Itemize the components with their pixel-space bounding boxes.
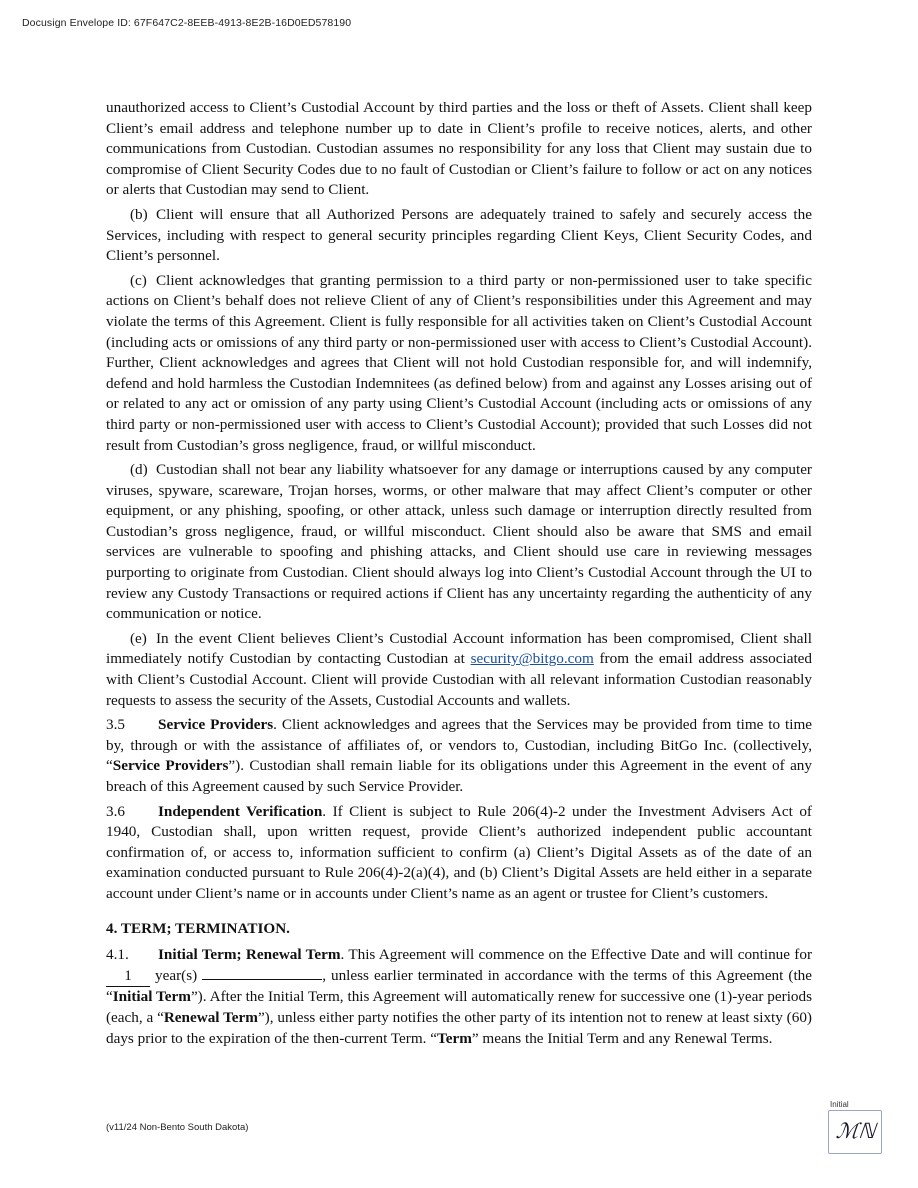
- renewal-term-defined-term: Renewal Term: [163, 1008, 258, 1026]
- paragraph-e: [106, 629, 812, 711]
- section-3-6-text: . If Client is subject to Rule 206(4)-2 under the Investment Advisers Act of 1940, Custodian shall, upon written request, provide Client’s authorized independent public accountant confirmation of, or access to, information sufficient to confirm (a) Client’s Digital Assets as of the date of an examination conducted pursuant to Rule 206(4)-2(a)(4), and (b) Client’s Digital Assets are held either in a separate account under Client’s name or in accounts under Client’s name as an agent or trustee for Client’s customers.: [106, 802, 812, 902]
- section-4-heading: 4. TERM; TERMINATION.: [106, 919, 290, 937]
- page-footer: (v11/24 Non-Bento South Dakota): [106, 1122, 249, 1133]
- section-3-5-number: 3.5: [106, 716, 125, 734]
- paragraph-continued: unauthorized access to Client’s Custodial Account by third parties and the loss or theft of Assets. Client shall keep Client’s email address and telephone number up to date in Client’s profile to receive notices, alerts, and other communications from Custodian. Custodian assumes no responsibility for any loss that Client may sustain due to compromise of Client Security Codes due to no fault of Custodian or Client’s failure to follow or act on any notices or alerts that Custodian may send to Client.: [106, 99, 812, 199]
- section-4-1-text-4: ”), unless either party notifies the other party of its intention not to renew at least sixty (60) days prior to the expiration of the then-current Term. “: [106, 1008, 812, 1047]
- section-3-5: [106, 715, 812, 797]
- initial-stamp-signature: ℳℕ: [834, 1119, 877, 1143]
- section-4-1-years-label: year(s): [150, 966, 203, 984]
- initial-term-defined-term: Initial Term: [112, 988, 191, 1006]
- docusign-envelope-id: Docusign Envelope ID: 67F647C2-8EEB-4913-8E2B-16D0ED578190: [22, 17, 352, 29]
- section-4-1-text-3: ”). After the Initial Term, this Agreement will automatically renew for successive one (1)-year periods (each, a “: [106, 988, 813, 1026]
- paragraph-c-label: (c): [130, 271, 147, 289]
- paragraph-d-label: (d): [130, 461, 148, 479]
- paragraph-e-text-2: from the email address associated with Client’s Custodial Account. Client will provide Custodian with all relevant information Custodian reasonably requests to assess the security of the Assets, Custodial Accounts and wallets.: [106, 650, 812, 709]
- section-4-1: [106, 945, 812, 1049]
- section-4-1-text-5: ” means the Initial Term and any Renewal Terms.: [471, 1029, 773, 1047]
- paragraph-e-label: (e): [130, 629, 147, 647]
- paragraph-d: [106, 460, 812, 625]
- paragraph-d-text: Custodian shall not bear any liability whatsoever for any damage or interruptions caused by any computer viruses, spyware, scareware, Trojan horses, worms, or other malware that may affect Client’s computer or other equipment, or any phishing, spoofing, or other attack, unless such damage or interruption directly resulted from Custodian’s gross negligence, fraud, or willful misconduct. Client should also be aware that SMS and email services are vulnerable to spoofing and phishing attacks, and Client should use care in reviewing messages purporting to originate from Custodian. Client should always log into Client’s Custodial Account through the UI to review any Custody Transactions or required actions if Client has any uncertainty regarding the authenticity of any communication or notice.: [106, 461, 812, 623]
- term-defined-term: Term: [436, 1029, 472, 1047]
- initial-term-extra-field[interactable]: [202, 979, 322, 980]
- section-3-6-number: 3.6: [106, 802, 125, 820]
- paragraph-b: [106, 205, 812, 267]
- security-email-link[interactable]: security@bitgo.com: [470, 650, 594, 668]
- section-4-1-text-1: . This Agreement will commence on the Effective Date and will continue for: [340, 946, 813, 964]
- paragraph-b-label: (b): [130, 205, 148, 223]
- section-3-5-text-2: ”). Custodian shall remain liable for its obligations under this Agreement in the event of any breach of this Agreement caused by such Service Provider.: [106, 757, 812, 795]
- paragraph-b-text: Client will ensure that all Authorized Persons are adequately trained to safely and securely access the Services, including with respect to general security principles regarding Client Keys, Client Security Codes, and Client’s personnel.: [106, 205, 812, 265]
- service-providers-defined-term: Service Providers: [112, 757, 229, 775]
- section-4-1-number: 4.1.: [106, 946, 129, 964]
- document-body: [106, 98, 812, 1053]
- initial-term-years-field[interactable]: 1: [106, 966, 150, 988]
- section-3-5-title: Service Providers: [158, 716, 274, 734]
- initial-stamp-label: Initial: [830, 1100, 849, 1109]
- section-4-1-text-2: , unless earlier terminated in accordance with the terms of this Agreement (the “: [106, 966, 812, 1006]
- section-3-6: [106, 802, 812, 905]
- paragraph-c: [106, 271, 812, 456]
- paragraph-e-text-1: In the event Client believes Client’s Custodial Account information has been compromised, Client shall immediately notify Custodian by contacting Custodian at: [106, 629, 812, 668]
- section-3-5-text-1: . Client acknowledges and agrees that the Services may be provided from time to time by, through or with the assistance of affiliates of, or vendors to, Custodian, including BitGo Inc. (collectively, “: [106, 716, 813, 775]
- initial-stamp[interactable]: [828, 1100, 884, 1154]
- initial-stamp-frame[interactable]: [828, 1110, 882, 1154]
- section-4-1-title: Initial Term; Renewal Term: [158, 946, 341, 964]
- paragraph-c-text: Client acknowledges that granting permission to a third party or non-permissioned user to take specific actions on Client’s behalf does not relieve Client of any of Client’s responsibilities under this Agreement and may violate the terms of this Agreement. Client is fully responsible for all activities taken on Client’s Custodial Account (including acts or omissions of any third party or non-permissioned user with access to Client’s Custodial Account). Further, Client acknowledges and agrees that Client will not hold Custodian responsible for, and will indemnify, defend and hold harmless the Custodian Indemnitees (as defined below) from and against any Losses arising out of or related to any act or omission of any party using Client’s Custodial Account (including acts or omissions of any third party or non-permissioned user with access to Client’s Custodial Account); provided that such Losses did not result from Custodian’s gross negligence, fraud, or willful misconduct.: [106, 271, 812, 454]
- section-3-6-title: Independent Verification: [158, 802, 323, 820]
